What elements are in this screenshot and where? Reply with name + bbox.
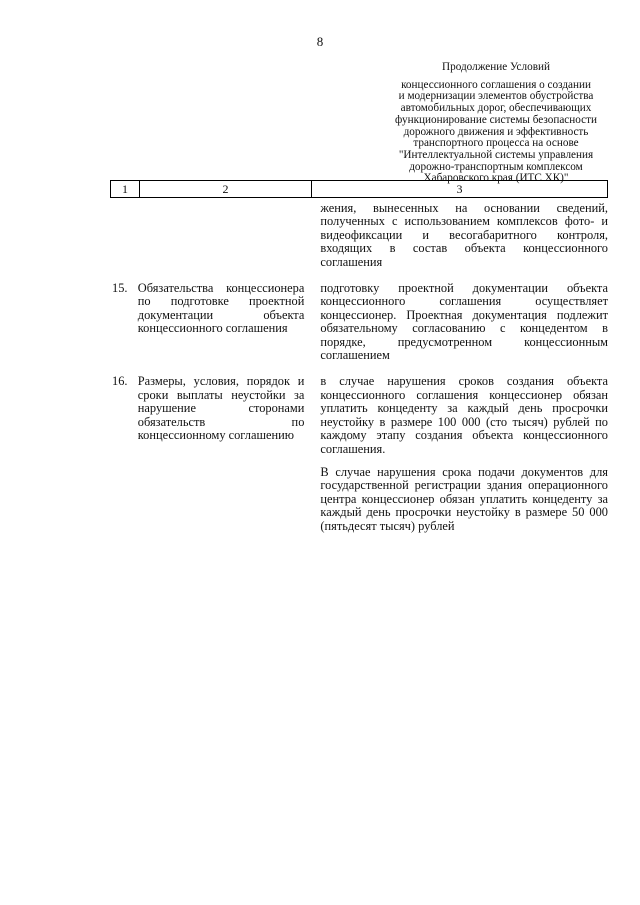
- row-content: [320, 202, 608, 269]
- row-number: 16.: [112, 374, 128, 389]
- header-note-line: транспортного процесса на основе: [413, 137, 579, 150]
- column-header-2: 2: [139, 181, 311, 197]
- page-number: 8: [316, 34, 324, 49]
- column-header-1: 1: [122, 181, 128, 196]
- row-description: [138, 202, 305, 269]
- row-paragraph: В случае нарушения срока подачи документов для государственной регистрации здания операционного центра концессионер обязан уплатить концеденту за каждый день просрочки неустойку в размере 50 000 (пятьдесят тысяч) рублей: [320, 464, 608, 533]
- row-number: [110, 202, 138, 269]
- header-note-line: "Интеллектуальной системы управления: [398, 148, 594, 161]
- header-note-line: дорожно-транспортным комплексом: [409, 160, 583, 173]
- header-note-line: концессионного соглашения о создании: [401, 78, 591, 91]
- column-header-3: 3: [311, 181, 607, 197]
- header-note-line: Хабаровского края (ИТС ХК)": [423, 172, 569, 185]
- table-row-continuation: [110, 202, 608, 269]
- row-content: [320, 282, 608, 362]
- header-note: [362, 62, 630, 185]
- row-content: [320, 375, 608, 532]
- header-note-line: автомобильных дорог, обеспечивающих: [400, 102, 592, 115]
- continuation-text: жения, вынесенных на основании сведений, полученных с использованием комплексов фото- и видеофиксации и весогабаритного контроля, входящих в состав объекта концессионного соглашения: [320, 201, 608, 269]
- table-body: [110, 202, 608, 546]
- header-note-line: дорожного движения и эффективность: [403, 125, 589, 138]
- header-note-line: Продолжение Условий: [442, 61, 550, 73]
- row-paragraph: подготовку проектной документации объекта концессионного соглашения осуществляет концессионер. Проектная документация подлежит обязательному согласованию с концедентом в порядке, предусмотренном концессионным соглашением: [320, 281, 608, 363]
- row-description: Обязательства концессионера по подготовке проектной документации объекта концессионного соглашения: [137, 281, 305, 336]
- row-description: Размеры, условия, порядок и сроки выплаты неустойки за нарушение сторонами обязательств по концессионному соглашению: [137, 374, 305, 443]
- row-paragraph: в случае нарушения сроков создания объекта концессионного соглашения концессионер обязан уплатить концеденту за каждый день просрочки неустойку в размере 100 000 (сто тысяч) рублей по каждому этапу создания объекта концессионного соглашения.: [320, 374, 608, 456]
- table-row: [110, 375, 608, 532]
- row-number: 15.: [112, 281, 128, 296]
- header-note-line: и модернизации элементов обустройства: [398, 90, 594, 103]
- header-note-line: функционирование системы безопасности: [395, 113, 597, 126]
- table-row: [110, 282, 608, 362]
- table-column-header: [110, 180, 608, 198]
